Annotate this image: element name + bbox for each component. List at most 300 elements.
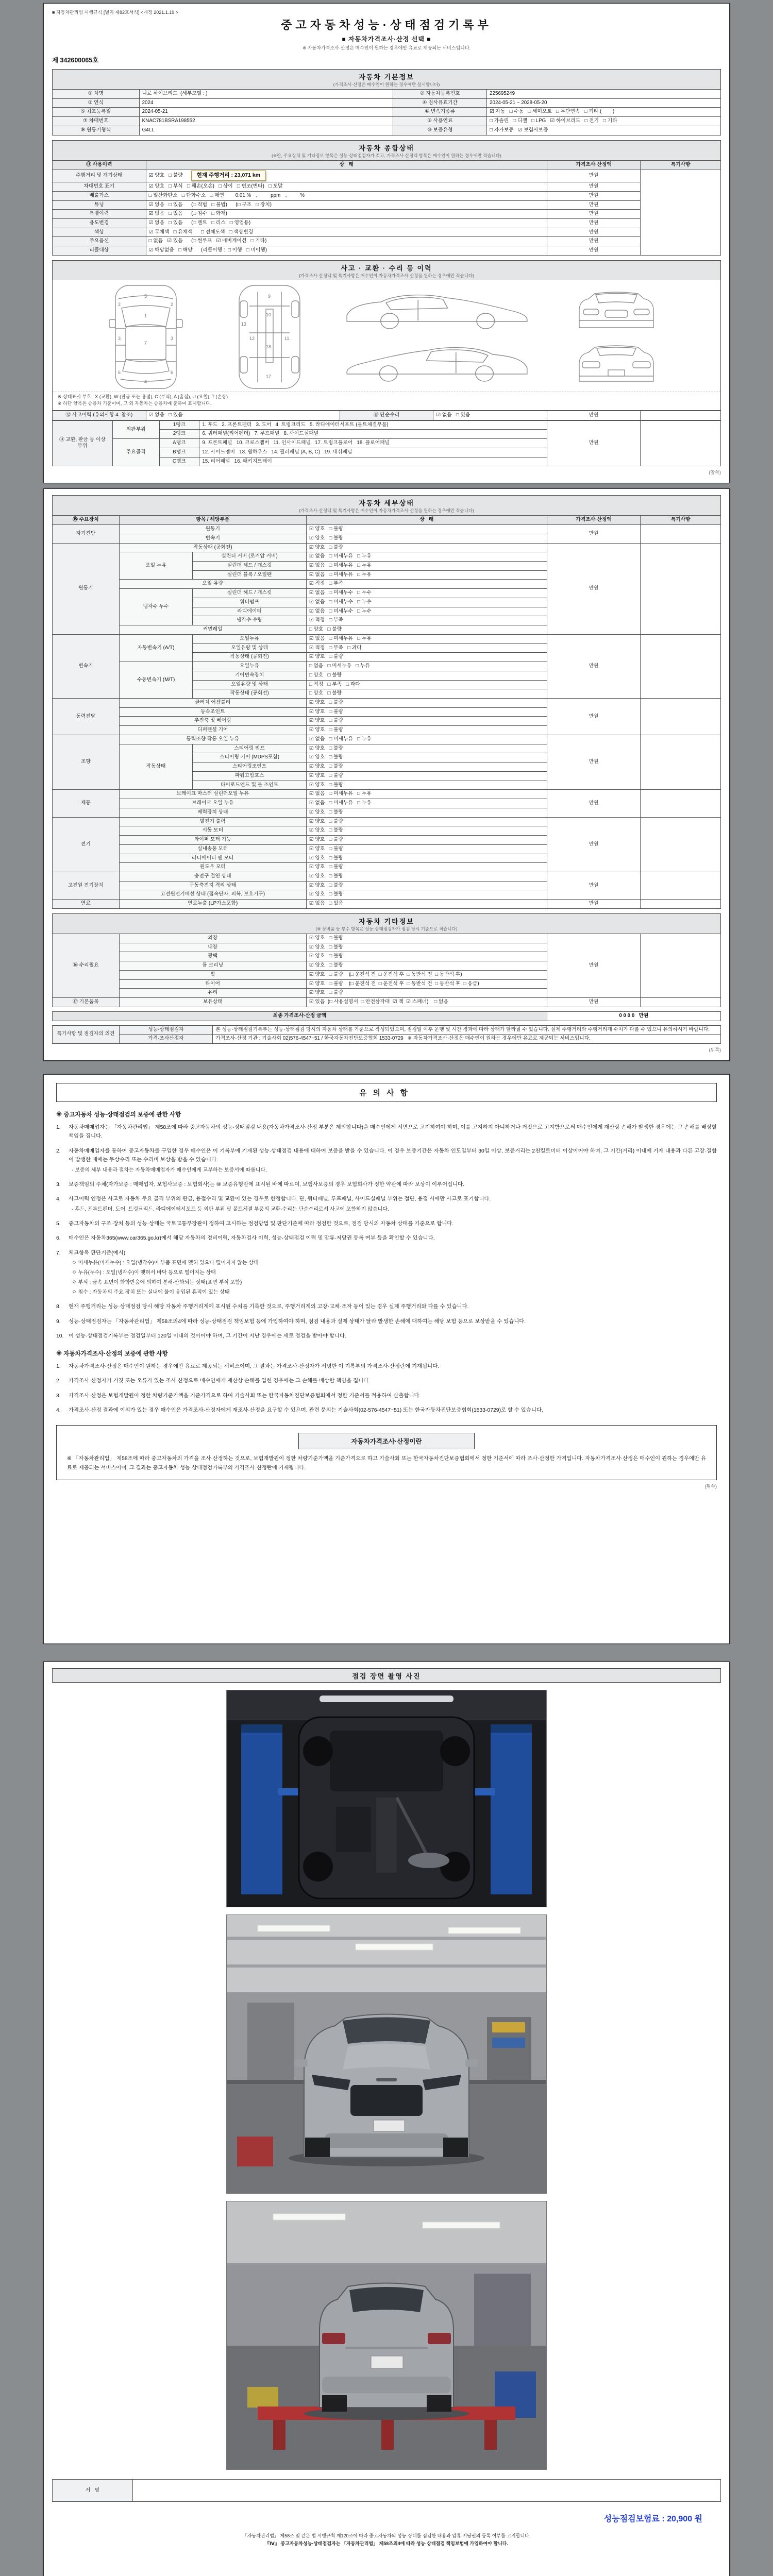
table-cell: ☑ 양호 □ 불량 (□ 운전석 전 □ 운전석 후 □ 동반석 전 □ 동반석 후 □ 응급) (306, 979, 547, 989)
table-cell: 가격조사·산정액 (547, 516, 641, 525)
svg-text:13: 13 (241, 321, 247, 327)
table-cell (641, 411, 721, 420)
table-cell: 타이어 (119, 979, 306, 989)
table-cell: 오일유량 및 상태 (193, 680, 306, 689)
table-cell: 자동변속기 (A/T) (119, 634, 193, 662)
detail-state-table (52, 515, 721, 909)
table-cell: 성능·상태점검자 (119, 1025, 213, 1035)
table-cell: 보유상태 (119, 998, 306, 1007)
notice-item: 3. 가격조사·산정은 보험개발원이 정한 차량기준가액을 기준가격으로 하여 기술사회 또는 한국자동차진단보증협회에서 정한 기준서를 적용하여 산출합니다. (56, 1393, 421, 1399)
inspector-opinion-table (52, 1025, 721, 1044)
table-cell: ☑ 있음 (□ 사용설명서 □ 안전삼각대 ☑ 잭 ☑ 스패너) □ 없음 (306, 998, 547, 1007)
table-cell: ☑ 적정 □ 부족 (306, 580, 547, 589)
table-cell: 유리 (119, 989, 306, 998)
notice-item: 1. 자동차가격조사·산정은 매수인이 원하는 경우에만 유료로 제공되는 서비스이며, 그 결과는 가격조사·산정자가 서명한 이 기록부의 가격조사·산정란에 기재됩니다. (56, 1363, 440, 1369)
table-cell: 전기 (53, 817, 120, 872)
table-cell: ☑ 없음 □ 미세누유 □ 누유 (306, 799, 547, 808)
table-cell (641, 525, 721, 543)
table-cell: ☑ 없음 □ 미세누유 □ 누유 (306, 562, 547, 571)
table-cell: 2024-05-21 ~ 2028-05-20 (487, 98, 721, 108)
section-title-accident: 사고 · 교환 · 수리 등 이력 (341, 264, 432, 272)
table-cell: ☑ 양호 □ 불량 (306, 943, 547, 952)
signature-table (52, 2479, 721, 2502)
table-cell: ☑ 없음 □ 있음 (306, 900, 547, 909)
car-front-view (579, 292, 653, 328)
exchange-parts-table (52, 420, 721, 467)
table-cell: 가격조사·산정액 (547, 160, 641, 170)
table-cell: ☑ 없음 □ 미세누수 □ 누수 (306, 598, 547, 607)
table-cell: ☑ 양호 □ 불량 (306, 771, 547, 781)
table-cell: 상 태 (306, 516, 547, 525)
table-cell: KNAC781BSRA198552 (139, 117, 393, 126)
table-cell: 구동축전지 격리 상태 (119, 881, 306, 890)
table-cell: ☑ 없음 □ 미세누유 □ 누유 (306, 570, 547, 580)
table-cell: 외장 (119, 934, 306, 943)
table-cell: 2랭크 (159, 430, 199, 439)
document-number: 제 342600065호 (52, 57, 99, 64)
table-cell: 15. 리어패널 16. 패키지트레이 (199, 457, 547, 466)
table-cell: ☑ 양호 □ 불량 (306, 961, 547, 971)
table-cell: ☑ 양호 □ 불량 (306, 717, 547, 726)
document-title: 중고자동차성능·상태점검기록부 (281, 19, 492, 31)
table-cell: 스티어링 기어 (MDPS포함) (193, 753, 306, 762)
table-cell: 자기진단 (53, 525, 120, 543)
table-cell: ☑ 없음 □ 있음 (□ 침수 □ 화재) (146, 210, 547, 219)
table-cell: 파워고압호스 (193, 771, 306, 781)
table-cell: ⑨ 원동기형식 (53, 126, 140, 135)
table-cell: ☑ 적정 □ 부족 (306, 616, 547, 625)
notice-title: 유의사항 (56, 1083, 717, 1102)
table-cell (641, 998, 721, 1007)
notice-subitem: ㅇ 누유(누수) : 오일(냉각수)이 맺혀서 바닥 등으로 떨어지는 상태 (72, 1270, 216, 1276)
price-definition-text: ※ 「자동차관리법」 제58조에 따라 중고자동차의 가격을 조사·산정하는 것으로, 보험개발원이 정한 차량기준가액을 기준가격으로 하고 기술사회 또는 한국자동차진단보증협회에서 정한 기준서에 따라 조사·산정한 가격입니다. 자동차가격조사·산정은 매수인이 원하는 경우에만 유료로 제공되는 서비스이며, 그 결과는 중고자동차 성능·상태점검기록부의 가격조사·산정란에 기재됩니다. (67, 1456, 706, 1471)
table-cell: 항목 / 해당부품 (119, 516, 306, 525)
table-cell: 리콜대상 (53, 246, 146, 256)
notice-subitem: ㅇ 부식 : 금속 표면이 화학반응에 의하여 분해·산화되는 상태(표면 부식 포함) (72, 1280, 242, 1286)
notice-item: 6. 매수인은 자동차365(www.car365.go.kr)에서 해당 자동차의 정비이력, 자동차검사 이력, 성능·상태점검 이력 및 압류·저당권 등록 여부 등을 확인할 수 있습니다. (56, 1235, 435, 1242)
svg-text:10: 10 (266, 312, 272, 317)
table-cell: 니로 하이브리드 (세부모델 : ) (139, 90, 393, 99)
table-cell: ☑ 자동 □ 수동 □ 세미오토 □ 무단변속 □ 기타 ( ) (487, 108, 721, 117)
table-cell: ☑ 양호 □ 부식 □ 훼손(오손) □ 상이 □ 변조(변타) □ 도말 (146, 182, 547, 192)
table-cell: 만원 (547, 218, 641, 228)
table-cell: 만원 (547, 817, 641, 872)
svg-text:6: 6 (118, 369, 121, 375)
table-cell: 동력조향 작동 오일 누유 (119, 735, 306, 744)
price-definition-title: 자동차가격조사·산정이란 (298, 1433, 475, 1449)
inspector-opinion-table (52, 1025, 721, 1044)
table-cell (641, 699, 721, 735)
section-note-detail: (가격조사·산정액 및 특기사항은 매수인이 자동차가격조사·산정을 원하는 경우에만 적습니다) (299, 508, 474, 514)
table-cell: ☑ 없음 □ 있음 (□ 적법 □ 불법) (□ 구조 □ 장치) (146, 200, 547, 210)
table-cell: 충전구 절연 상태 (119, 872, 306, 881)
table-cell: ☑ 양호 □ 불량 (306, 836, 547, 845)
table-cell: ☑ 양호 □ 불량 현재 주행거리 : 23,071 km (146, 170, 547, 182)
notice-section1-items (56, 1123, 717, 1341)
svg-text:6: 6 (171, 369, 174, 375)
table-cell: 워터펌프 (193, 598, 306, 607)
odometer-callout: 현재 주행거리 : 23,071 km (191, 171, 266, 181)
notice-item: 2. 자동차매매업자를 통하여 중고자동차를 구입한 경우 매수인은 이 기록부에 기재된 성능·상태점검 내용에 대하여 보증을 받을 수 있습니다. 이 경우 보증기간은 자동차 인도일부터 30일 이상, 보증거리는 2천킬로미터 이상이어야 하며, 그 기간(거리) 이내에 기재 내용과 다른 고장·결함이 발생한 때에는 무상수리 또는 수리비 보상을 받을 수 있습니다. - 보증의 세부 내용과 절차는 자동차매매업자가 매수인에게 교부하는 보증서에 따릅니다. (56, 1147, 717, 1175)
table-cell: 2024-05-21 (139, 108, 393, 117)
table-cell: ☑ 없음 □ 있음 (433, 411, 547, 420)
table-cell: ☑ 양호 □ 불량 (□ 운전석 전 □ 운전석 후 □ 동반석 전 □ 동반석 후) (306, 970, 547, 979)
table-cell: ⑧ 사용연료 (393, 117, 487, 126)
signature-area (52, 2479, 721, 2502)
table-cell: ⑤ 최초등록일 (53, 108, 140, 117)
basic-info-table (52, 89, 721, 135)
footer-note-insurance: 『Ⅳ』 중고자동차성능·상태점검자는 「자동차관리법」 제58조의4에 따라 성능·상태점검 책임보험에 가입하여야 합니다. (265, 2541, 508, 2547)
page-4-photos (43, 1662, 730, 2576)
section-title-basic: 자동차 기본정보 (359, 73, 414, 81)
accident-flags-table (52, 411, 721, 420)
table-cell: ☑ 없음 □ 미세누유 □ 누유 (306, 735, 547, 744)
table-cell: ③ 연식 (53, 98, 140, 108)
table-cell: 라디에이터 팬 모터 (119, 854, 306, 863)
table-cell: 고전원전기배선 상태 (접속단자, 피복, 보호기구) (119, 890, 306, 900)
section-photos-bar (52, 1668, 721, 1683)
svg-text:3: 3 (171, 335, 174, 341)
table-cell (641, 934, 721, 997)
table-cell: 12. 사이드멤버 13. 휠하우스 14. 필러패널 (A, B, C) 19. 대쉬패널 (199, 448, 547, 457)
table-cell: 동력전달 (53, 699, 120, 735)
table-cell: ☑ 양호 □ 불량 (306, 934, 547, 943)
notice-item: 2. 가격조사·산정자가 거짓 또는 오류가 있는 조사·산정으로 매수인에게 재산상 손해를 입힌 경우에는 그 손해를 배상할 책임을 집니다. (56, 1378, 371, 1384)
table-cell: 실내송풍 모터 (119, 844, 306, 854)
section-title-overall: 자동차 종합상태 (359, 144, 414, 152)
table-cell: 만원 (547, 200, 641, 210)
table-cell: ☑ 양호 □ 불량 (306, 808, 547, 817)
table-cell: 클러치 어셈블리 (119, 699, 306, 708)
overall-state-table (52, 160, 721, 256)
table-cell: 실린더 커버 (로커암 커버) (193, 552, 306, 562)
notice-subitem: ㅇ 침수 : 자동차의 주요 장치 또는 실내에 물이 유입된 흔적이 있는 상태 (72, 1290, 230, 1296)
table-cell: 만원 (547, 735, 641, 789)
legend-symbols: ※ 상태표시 부호 : X (교환), W (판금 또는 용접), C (부식), A (흠집), U (요철), T (손상) (58, 394, 228, 399)
table-cell: 휠 (119, 970, 306, 979)
insurance-fee: 성능점검보험료 : 20,900 원 (603, 2514, 702, 2523)
table-cell: 서 명 (53, 2479, 133, 2501)
table-cell: ☑ 양호 □ 불량 (306, 753, 547, 762)
table-cell: 작동상태 (공회전) (119, 543, 306, 552)
table-cell: 용도변경 (53, 218, 146, 228)
footer-notes (52, 2532, 721, 2548)
car-top-view (109, 285, 182, 388)
table-cell: 오일누유 (193, 634, 306, 643)
table-cell: 냉각수 수량 (193, 616, 306, 625)
table-cell: 주행거리 및 계기상태 (53, 170, 146, 182)
table-cell: 만원 (547, 525, 641, 543)
table-cell: 만원 (547, 182, 641, 192)
svg-text:2: 2 (118, 301, 121, 307)
legend-note: ※ 하단 항목은 승용차 기준이며, 그 외 자동차는 승용차에 준하여 표시합니다. (58, 401, 212, 406)
etc-info-table (52, 934, 721, 1007)
section-overall-bar (52, 140, 721, 160)
table-cell (641, 735, 721, 789)
inspection-photo-front (226, 1914, 547, 2194)
table-cell: 작동상태 (공회전) (193, 689, 306, 699)
table-cell: □ 없음 ☑ 있음 (□ 썬루프 ☑ 네비게이션 □ 기타) (146, 237, 547, 246)
notice-subitem: - 후드, 프론트펜더, 도어, 트렁크리드, 라디에이터서포트 등 외판 부위 및 볼트체결 부품의 교환·수리는 단순수리로서 사고에 포함하지 않습니다. (72, 1206, 389, 1212)
table-cell: 만원 (547, 191, 641, 200)
table-cell: 색상 (53, 228, 146, 237)
table-cell: ☑ 양호 □ 불량 (306, 854, 547, 863)
overall-state-table (52, 160, 721, 256)
notice-item: 8. 현재 주행거리는 성능·상태점검 당시 해당 자동차 주행거리계에 표시된 수치를 기록한 것으로, 주행거리계의 고장·교체·조작 등이 있는 경우 실제 주행거리와 다를 수 있습니다. (56, 1304, 469, 1310)
notice-item: 10. 이 성능·상태점검기록부는 점검일부터 120일 이내의 것이어야 하며, 그 기간이 지난 경우에는 새로 점검을 받아야 합니다. (56, 1333, 346, 1340)
notice-item: 9. 성능·상태점검자는 「자동차관리법」 제58조의4에 따라 성능·상태점검 책임보험 등에 가입하여야 하며, 점검 내용과 실제 상태가 달라 발생한 손해에 대하여는 해당 보험 등으로 보상받을 수 있습니다. (56, 1318, 526, 1325)
table-cell: 본 성능·상태점검기록부는 성능·상태점검 당시의 자동차 상태를 기준으로 작성되었으며, 점검일 이후 운행 및 시간 경과에 따라 상태가 달라질 수 있습니다. 실제 주행거리와 주행거리계 수치가 다를 수 있으니 유의하시기 바랍니다. (213, 1025, 721, 1035)
section-note-basic: (가격조사·산정은 매수인이 원하는 경우에만 실시합니다) (333, 82, 440, 87)
table-cell: 만원 (547, 872, 641, 899)
svg-text:3: 3 (118, 335, 121, 341)
notice-item: 1. 자동차매매업자는 「자동차관리법」 제58조에 따라 중고자동차의 성능·상태점검 내용(자동차가격조사·산정 부분은 제외합니다)을 매수인에게 서면으로 고지하여야 하며, 이를 고지하지 아니하거나 거짓으로 고지함으로써 매수인에게 재산상 손해가 발생한 경우에는 그 손해를 배상할 책임을 집니다. (56, 1124, 717, 1140)
table-cell: 실린더 헤드 / 개스킷 (193, 562, 306, 571)
table-cell: ☑ 양호 □ 불량 (306, 989, 547, 998)
table-cell: 1. 후드 2. 프론트펜더 3. 도어 4. 트렁크리드 5. 라디에이터서포트 (볼트체결부품) (199, 420, 547, 430)
section-accident-bar (52, 260, 721, 280)
table-cell: 오일누유 (193, 662, 306, 671)
notice-item: 7. 체크항목 판단기준(예시) ㅇ 미세누유(미세누수) : 오일(냉각수)이 부품 표면에 맺혀 있으나 떨어지지 않는 상태 ㅇ 누유(누수) : 오일(냉각수)이 맺혀서 바닥 등으로 떨어지는 상태 ㅇ 부식 : 금속 표면이 화학반응에 의하여 분해·산화되는 상태(표면 부식 포함) ㅇ 침수 : 자동차의 주요 장치 또는 실내에 물이 유입된 흔적이 있는 상태 (56, 1249, 717, 1297)
table-cell: 만원 (547, 634, 641, 698)
table-cell: 0 0 0 0 만원 (547, 1011, 720, 1021)
svg-text:18: 18 (266, 344, 272, 349)
page-mark-1: (앞쪽) (709, 470, 721, 476)
table-cell: 오일유량 및 상태 (193, 643, 306, 653)
table-cell: 연료 (53, 900, 120, 909)
table-cell: ☑ 양호 □ 불량 (306, 534, 547, 543)
table-cell: 만원 (547, 790, 641, 817)
final-price-table (52, 1011, 721, 1021)
table-cell: ☑ 양호 □ 불량 (306, 881, 547, 890)
svg-text:11: 11 (284, 335, 290, 341)
table-cell: ☑ 양호 □ 불량 (306, 863, 547, 872)
car-underbody-view (239, 285, 300, 388)
table-cell: □ 양호 □ 불량 (306, 671, 547, 680)
table-cell: 만원 (547, 237, 641, 246)
table-cell (641, 420, 721, 466)
notice-section2-title: ※ 자동차가격조사·산정의 보증에 관한 사항 (56, 1350, 168, 1357)
notice-subitem: - 보증의 세부 내용과 절차는 자동차매매업자가 매수인에게 교부하는 보증서에 따릅니다. (72, 1167, 267, 1173)
table-cell: □ 적정 □ 부족 □ 과다 (306, 680, 547, 689)
svg-text:7: 7 (144, 340, 147, 346)
car-damage-diagrams (52, 280, 721, 411)
table-cell: 특기사항 (641, 160, 721, 170)
table-cell: 원동기 (119, 525, 306, 534)
table-cell (641, 790, 721, 817)
table-cell: ⑬ 단순수리 (340, 411, 433, 420)
table-cell: ⑩ 보증유형 (393, 126, 487, 135)
notice-section2-items (56, 1362, 717, 1415)
table-cell: 만원 (547, 170, 641, 182)
table-cell: 튜닝 (53, 200, 146, 210)
table-cell: 만원 (547, 900, 641, 909)
table-cell: ☑ 없음 □ 있음 (□ 렌트 □ 리스 □ 영업용) (146, 218, 547, 228)
page-2 (43, 488, 730, 1061)
table-cell (641, 900, 721, 909)
table-cell: C랭크 (159, 457, 199, 466)
table-cell: 고전원 전기장치 (53, 872, 120, 899)
table-cell: ☑ 해당없음 □ 해당 (리콜이행 : □ 이행 □ 미이행) (146, 246, 547, 256)
table-cell: 주요골격 (112, 439, 159, 466)
table-cell: ☑ 양호 □ 불량 (306, 525, 547, 534)
table-cell: 가격·조사산정자 (119, 1035, 213, 1044)
svg-text:5: 5 (144, 293, 147, 299)
table-cell: ☑ 없음 □ 미세누유 □ 누유 (306, 634, 547, 643)
section-note-accident: (가격조사·산정액 및 특기사항은 매수인이 자동차가격조사·산정을 원하는 경우에만 적습니다) (299, 273, 474, 278)
table-cell: 연료누출 (LP가스포함) (119, 900, 306, 909)
notice-section1-title: ※ 중고자동차 성능·상태점검의 보증에 관한 사항 (56, 1111, 181, 1118)
table-cell: 라디에이터 (193, 607, 306, 616)
table-cell: ☑ 양호 □ 불량 (306, 699, 547, 708)
table-cell: 오일 유량 (119, 580, 306, 589)
page-mark-3: (뒤쪽) (704, 1484, 717, 1489)
notice-item: 4. 사고이력 인정은 사고로 자동차 주요 골격 부위의 판금, 용접수리 및 교환이 있는 경우로 한정합니다. 단, 쿼터패널, 루프패널, 사이드실패널 부위는 절단, 용접 시에만 사고로 표기합니다. - 후드, 프론트펜더, 도어, 트렁크리드, 라디에이터서포트 등 외판 부위 및 볼트체결 부품의 교환·수리는 단순수리로서 사고에 포함하지 않습니다. (56, 1195, 717, 1213)
table-cell: 광택 (119, 952, 306, 961)
table-cell: 만원 (547, 934, 641, 997)
svg-text:1: 1 (144, 313, 147, 318)
table-cell: ⑥ 변속기종류 (393, 108, 487, 117)
table-cell: 브레이크 오일 누유 (119, 799, 306, 808)
table-cell: 배출가스 (53, 191, 146, 200)
table-cell: ☑ 무채색 □ 유채색 □ 전체도색 □ 색상변경 (146, 228, 547, 237)
table-cell: 만원 (547, 210, 641, 219)
page-3-notice (43, 1074, 730, 1644)
table-cell: 만원 (547, 246, 641, 256)
notice-subitem: ㅇ 미세누유(미세누수) : 오일(냉각수)이 부품 표면에 맺혀 있으나 떨어지지 않는 상태 (72, 1260, 259, 1266)
page-1 (43, 3, 730, 483)
table-cell: ☑ 양호 □ 불량 (306, 781, 547, 790)
table-cell: 작동상태 (119, 744, 193, 790)
table-cell: 룸 크리닝 (119, 961, 306, 971)
section-title-detail: 자동차 세부상태 (359, 499, 414, 507)
table-cell: ☑ 양호 □ 불량 (306, 726, 547, 735)
document-subtitle: ■ 자동차가격조사·산정 선택 ■ (342, 36, 431, 43)
table-cell: 원동기 (53, 543, 120, 634)
table-cell: □ 양호 □ 불량 (306, 689, 547, 699)
table-cell: 특기사항 및 점검자의 의견 (53, 1025, 120, 1043)
subtitle-note: ※ 자동차가격조사·산정은 매수인이 원하는 경우에만 유료로 제공되는 서비스입니다. (302, 45, 471, 50)
table-cell: 만원 (547, 411, 641, 420)
svg-text:9: 9 (268, 293, 271, 299)
table-cell (641, 634, 721, 698)
table-cell: 만원 (547, 543, 641, 634)
table-cell (641, 170, 721, 256)
table-cell: ② 자동차등록번호 (393, 90, 487, 99)
table-cell: ☑ 양호 □ 불량 (306, 653, 547, 662)
diagram-legend (53, 392, 720, 410)
table-cell: 등속조인트 (119, 707, 306, 717)
svg-text:12: 12 (249, 335, 255, 341)
table-cell: 차대번호 표기 (53, 182, 146, 192)
table-cell: 시동 모터 (119, 826, 306, 836)
table-cell: 스티어링조인트 (193, 762, 306, 772)
accident-flags-table (52, 411, 721, 420)
exchange-parts-table (52, 420, 721, 467)
table-cell: ☑ 적정 □ 부족 □ 과다 (306, 643, 547, 653)
table-cell: 변속기 (53, 634, 120, 698)
table-cell: ☑ 없음 □ 있음 (146, 411, 340, 420)
table-cell: 수동변속기 (M/T) (119, 662, 193, 699)
table-cell: G4LL (139, 126, 393, 135)
detail-state-table (52, 515, 721, 909)
table-cell: 9. 프론트패널 10. 크로스멤버 11. 인사이드패널 17. 트렁크플로어 18. 플로어패널 (199, 439, 547, 448)
table-cell: A랭크 (159, 439, 199, 448)
price-definition-box (56, 1425, 717, 1480)
section-etc-bar (52, 913, 721, 934)
inspection-photo-underbody (226, 1690, 547, 1907)
table-cell: ☑ 양호 □ 불량 (306, 817, 547, 826)
table-cell: ⑦ 차대번호 (53, 117, 140, 126)
table-cell: ☑ 양호 □ 불량 (306, 826, 547, 836)
table-cell: 주요옵션 (53, 237, 146, 246)
car-rear-view (579, 346, 653, 381)
table-cell: 2024 (139, 98, 393, 108)
table-cell: 상 태 (146, 160, 547, 170)
table-cell: 만원 (547, 699, 641, 735)
table-cell: ④ 검사유효기간 (393, 98, 487, 108)
table-cell: 특별이력 (53, 210, 146, 219)
table-cell: ☑ 없음 □ 미세누유 □ 누유 (306, 790, 547, 799)
table-cell: 커먼레일 (119, 625, 306, 635)
table-cell: 내장 (119, 943, 306, 952)
section-note-overall: (※란, 주요장치 및 기타정보 항목은 성능·상태점검자가 적고, 가격조사·산정액 항목은 매수인이 원하는 경우에만 적습니다) (272, 152, 501, 158)
table-cell: 최종 가격조사·산정 금액 (53, 1011, 547, 1021)
table-cell: 디퍼렌셜 기어 (119, 726, 306, 735)
table-cell: 만원 (547, 998, 641, 1007)
svg-text:4: 4 (144, 379, 147, 384)
table-cell: □ 양호 □ 불량 (306, 625, 547, 635)
notice-item: 3. 보증책임의 주체(자가보증 : 매매업자, 보험사보증 : 보험회사)는 ⑩ 보증유형란에 표시된 바에 따르며, 보험사보증의 경우 보험회사가 정한 약관에 따라 보상이 이루어집니다. (56, 1181, 465, 1188)
footer-note-law: 「자동차관리법」 제58조 및 같은 법 시행규칙 제120조에 따라 중고자동차의 성능·상태를 점검한 내용과 압류·저당권의 등록 여부를 고지합니다. (242, 2533, 531, 2538)
table-cell: ☑ 양호 □ 불량 (306, 890, 547, 900)
page-mark-2: (뒤쪽) (709, 1047, 721, 1053)
table-cell (641, 543, 721, 634)
table-cell: 225695249 (487, 90, 721, 99)
table-cell: 냉각수 누수 (119, 589, 193, 625)
table-cell: ☑ 없음 □ 미세누수 □ 누수 (306, 607, 547, 616)
section-basic-info-bar (52, 69, 721, 89)
table-cell: ① 차명 (53, 90, 140, 99)
table-cell (641, 872, 721, 899)
table-cell: 배력장치 상태 (119, 808, 306, 817)
table-cell: 6. 쿼터패널(리어펜더) 7. 루프패널 8. 사이드실패널 (199, 430, 547, 439)
car-side-view-left (347, 295, 527, 329)
document-canvas (43, 0, 730, 2576)
table-cell: 가격조사·산정 기관 : 기술사회 02)576-4547~51 / 한국자동차진단보증협회 1533-0729 ※ 자동차가격조사·산정은 매수인이 원하는 경우에만 유료로 제공되는 서비스입니다. (213, 1035, 721, 1044)
etc-info-table (52, 934, 721, 1007)
table-cell: ⑭ 교환, 판금 등 이상 부위 (53, 420, 113, 466)
table-cell: 실린더 블록 / 오일팬 (193, 570, 306, 580)
table-cell: 작동상태 (공회전) (193, 653, 306, 662)
table-cell: 외판부위 (112, 420, 159, 438)
table-cell: 윈도우 모터 (119, 863, 306, 872)
table-cell: 브레이크 마스터 실린더오일 누유 (119, 790, 306, 799)
notice-item: 5. 중고자동차의 구조·장치 등의 성능·상태는 국토교통부장관이 정하여 고시하는 점검방법 및 판단기준에 따라 점검한 것으로, 점검 당시의 자동차 상태를 기준으로 합니다. (56, 1221, 454, 1227)
table-cell: 발전기 출력 (119, 817, 306, 826)
table-cell (132, 2479, 720, 2501)
table-cell: ⑪ 사용이력 (53, 160, 146, 170)
table-cell: 스티어링 펌프 (193, 744, 306, 753)
table-cell: 1랭크 (159, 420, 199, 430)
table-cell: 만원 (547, 420, 641, 466)
car-side-view-right (347, 348, 527, 381)
signature-table (52, 2479, 721, 2502)
form-reference: ■ 자동차관리법 시행규칙 [별지 제82호서식] <개정 2021.1.19.> (52, 10, 178, 15)
section-title-etc: 자동차 기타정보 (359, 917, 414, 925)
table-cell: ☑ 양호 □ 불량 (306, 707, 547, 717)
table-cell: ⑮ 주요장치 (53, 516, 120, 525)
